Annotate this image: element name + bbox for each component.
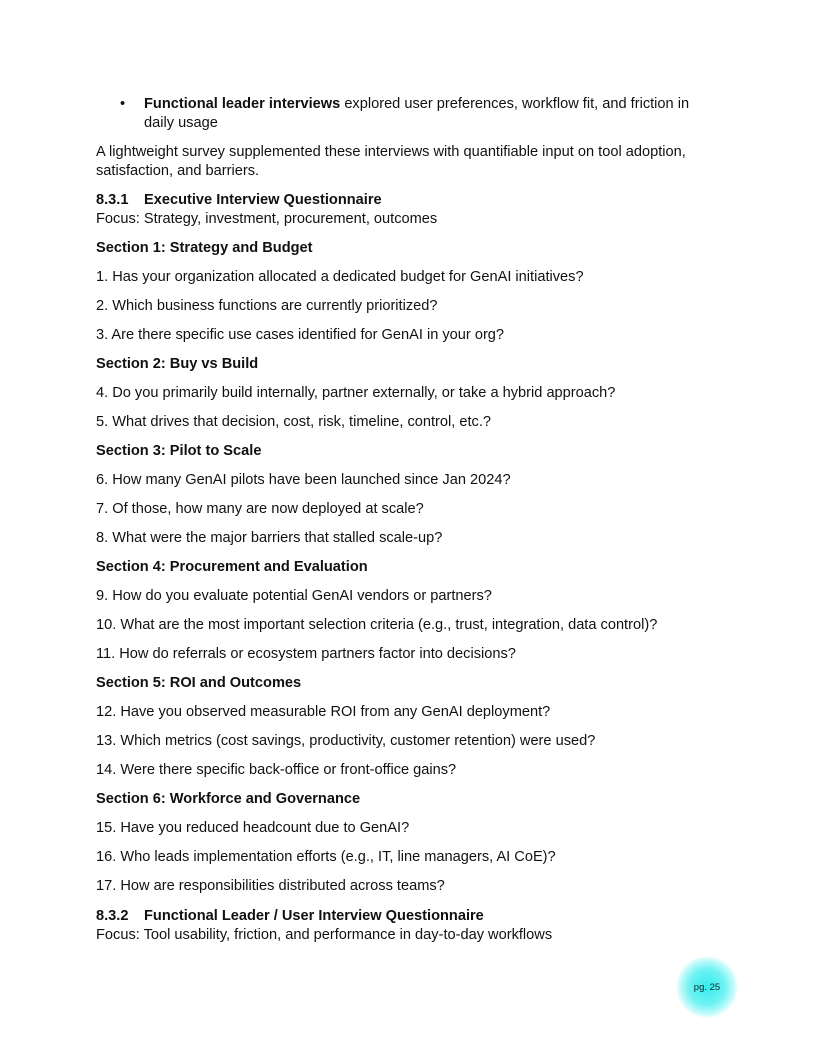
bullet-dot: • [120,96,126,112]
section-title: Section 1: Strategy and Budget [96,240,313,256]
section-title: Section 2: Buy vs Build [96,356,259,372]
question: 2. Which business functions are currently prioritized? [96,298,438,314]
focus-line: Focus: Tool usability, friction, and performance in day-to-day workflows [96,927,553,943]
question: 12. Have you observed measurable ROI from any GenAI deployment? [96,704,551,720]
document-page [96,95,720,955]
bullet-item [96,95,720,133]
intro-paragraph: A lightweight survey supplemented these interviews with quantifiable input on tool adoption, satisfaction, and barriers. [96,144,686,179]
subsection-heading-832 [96,907,720,926]
section-title: Section 5: ROI and Outcomes [96,675,302,691]
question: 8. What were the major barriers that stalled scale-up? [96,530,443,546]
question: 6. How many GenAI pilots have been launched since Jan 2024? [96,472,511,488]
question: 4. Do you primarily build internally, partner externally, or take a hybrid approach? [96,385,616,401]
question: 5. What drives that decision, cost, risk, timeline, control, etc.? [96,414,492,430]
section-title: Section 6: Workforce and Governance [96,791,361,807]
subsection-title: Executive Interview Questionnaire [144,192,382,208]
bullet-text: explored user preferences, workflow fit, and friction in daily usage [144,96,690,131]
subsection-title: Functional Leader / User Interview Questionnaire [144,908,484,924]
question: 9. How do you evaluate potential GenAI vendors or partners? [96,588,492,604]
subsection-number: 8.3.1 [96,192,129,208]
bullet-bold-text: Functional leader interviews [144,96,341,112]
page-number-badge [676,956,738,1018]
focus-line: Focus: Strategy, investment, procurement, outcomes [96,211,438,227]
question: 17. How are responsibilities distributed across teams? [96,878,445,894]
question: 10. What are the most important selection criteria (e.g., trust, integration, data control)? [96,617,658,633]
question: 15. Have you reduced headcount due to GenAI? [96,820,410,836]
question: 16. Who leads implementation efforts (e.g., IT, line managers, AI CoE)? [96,849,556,865]
section-title: Section 4: Procurement and Evaluation [96,559,368,575]
question: 7. Of those, how many are now deployed at scale? [96,501,424,517]
subsection-number: 8.3.2 [96,908,129,924]
section-title: Section 3: Pilot to Scale [96,443,262,459]
subsection-heading-831 [96,191,720,210]
page-number: pg. 25 [693,981,721,993]
question: 14. Were there specific back-office or front-office gains? [96,762,457,778]
question: 13. Which metrics (cost savings, productivity, customer retention) were used? [96,733,596,749]
question: 11. How do referrals or ecosystem partners factor into decisions? [96,646,516,662]
question: 3. Are there specific use cases identified for GenAI in your org? [96,327,505,343]
question: 1. Has your organization allocated a dedicated budget for GenAI initiatives? [96,269,584,285]
